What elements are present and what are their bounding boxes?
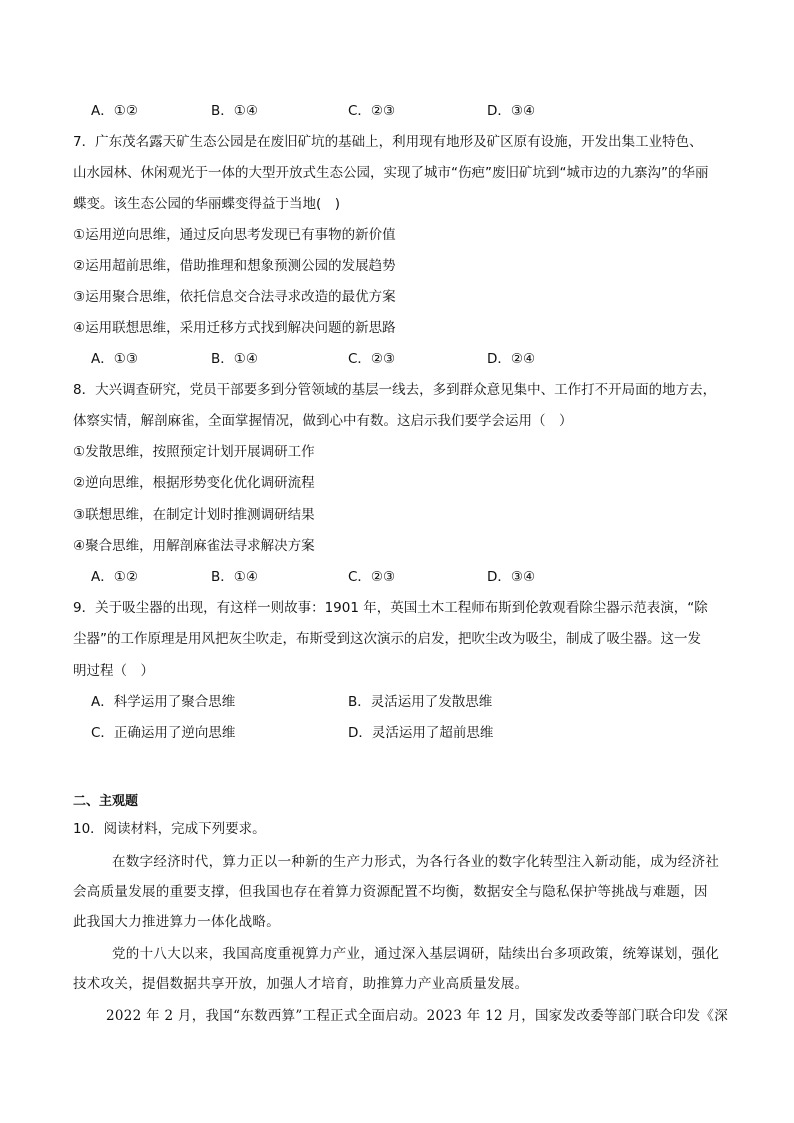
option-a[interactable]: A．①② (91, 569, 138, 585)
option-a[interactable]: A．①② (91, 103, 138, 119)
option-d[interactable]: D．③④ (487, 569, 536, 585)
q10-intro: 10．阅读材料，完成下列要求。 (73, 821, 266, 837)
option-b[interactable]: B．①④ (211, 569, 258, 585)
option-a[interactable]: A．科学运用了聚合思维 (91, 694, 236, 710)
q8-item: ①发散思维，按照预定计划开展调研工作 (73, 444, 315, 460)
material-line: 党的十八大以来，我国高度重视算力产业，通过深入基层调研，陆续出台多项政策，统筹谋划，强化 (112, 946, 720, 962)
material-line: 技术攻关，提倡数据共享开放，加强人才培育，助推算力产业高质量发展。 (73, 976, 529, 992)
q8-stem-line: 8．大兴调查研究，党员干部要多到分管领域的基层一线去，多到群众意见集中、工作打不开局面的地方去， (73, 382, 717, 398)
q8-stem-line: 体察实情，解剖麻雀，全面掌握情况，做到心中有数。这启示我们要学会运用（ ） (73, 413, 573, 429)
option-d[interactable]: D．灵活运用了超前思维 (348, 725, 494, 741)
option-c[interactable]: C．②③ (348, 103, 396, 119)
material-line: 此我国大力推进算力一体化战略。 (73, 914, 280, 930)
q9-stem-line: 明过程（ ） (73, 663, 154, 679)
q7-item: ④运用联想思维，采用迁移方式找到解决问题的新思路 (73, 320, 396, 336)
q7-stem-line: 蝶变。该生态公园的华丽蝶变得益于当地( ) (73, 196, 341, 212)
q8-item: ④聚合思维，用解剖麻雀法寻求解决方案 (73, 538, 315, 554)
material-line: 会高质量发展的重要支撑，但我国也存在着算力资源配置不均衡，数据安全与隐私保护等挑战与难题，因 (73, 884, 708, 900)
material-line: 2022 年 2 月，我国“东数西算”工程正式全面启动。2023 年 12 月，国家发改委等部门联合印发《深 (106, 1008, 728, 1024)
option-c[interactable]: C．②③ (348, 569, 396, 585)
q7-item: ①运用逆向思维，通过反向思考发现已有事物的新价值 (73, 227, 396, 243)
q8-item: ②逆向思维，根据形势变化优化调研流程 (73, 475, 315, 491)
option-d[interactable]: D．②④ (487, 351, 536, 367)
option-b[interactable]: B．①④ (211, 103, 258, 119)
q7-stem-line: 7．广东茂名露天矿生态公园是在废旧矿坑的基础上，利用现有地形及矿区原有设施，开发出集工业特色、 (73, 134, 703, 150)
option-d[interactable]: D．③④ (487, 103, 536, 119)
option-c[interactable]: C．②③ (348, 351, 396, 367)
q7-stem-line: 山水园林、休闲观光于一体的大型开放式生态公园，实现了城市“伤疤”废旧矿坑到“城市边的九寨沟”的华丽 (73, 165, 709, 181)
q9-stem-line: 尘器”的工作原理是用风把灰尘吹走，布斯受到这次演示的启发，把吹尘改为吸尘，制成了吸尘器。这一发 (73, 631, 701, 647)
option-b[interactable]: B．①④ (211, 351, 258, 367)
option-c[interactable]: C．正确运用了逆向思维 (91, 725, 236, 741)
q7-item: ②运用超前思维，借助推理和想象预测公园的发展趋势 (73, 258, 396, 274)
section-title: 二、主观题 (73, 794, 139, 809)
q9-stem-line: 9．关于吸尘器的出现，有这样一则故事：1901 年，英国土木工程师布斯到伦敦观看除尘器示范表演，“除 (73, 600, 708, 616)
option-a[interactable]: A．①③ (91, 351, 138, 367)
q7-item: ③运用聚合思维，依托信息交合法寻求改造的最优方案 (73, 289, 396, 305)
material-line: 在数字经济时代，算力正以一种新的生产力形式，为各行各业的数字化转型注入新动能，成为经济社 (112, 854, 720, 870)
q8-item: ③联想思维，在制定计划时推测调研结果 (73, 507, 315, 523)
option-b[interactable]: B．灵活运用了发散思维 (348, 694, 493, 710)
